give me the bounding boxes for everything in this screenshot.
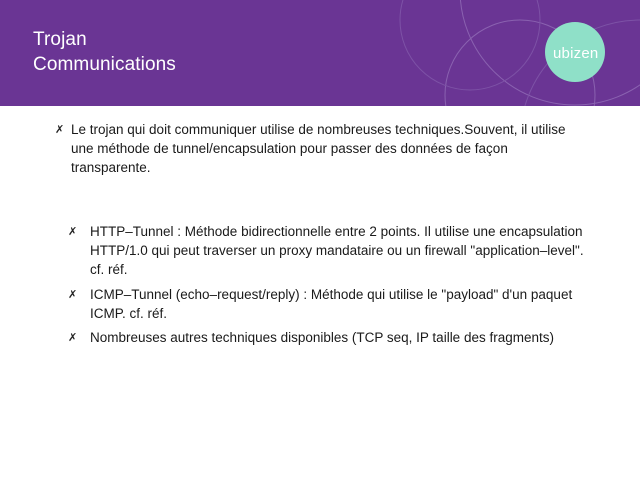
check-mark-icon: ✗	[55, 124, 65, 136]
slide-title	[33, 27, 176, 77]
sub-bullet-item	[68, 328, 588, 347]
ubizen-logo: ubizen	[553, 45, 599, 62]
check-mark-icon: ✗	[68, 289, 78, 301]
bullet-text: Le trojan qui doit communiquer utilise de nombreuses techniques.Souvent, il utilise une méthode de tunnel/encapsulation pour passer des données de façon transparente.	[71, 122, 566, 175]
title-line-2: Communications	[33, 54, 176, 75]
sub-bullet-text: ICMP–Tunnel (echo–request/reply) : Méthode qui utilise le "payload" d'un paquet ICMP. cf. réf.	[90, 287, 573, 321]
check-mark-icon: ✗	[68, 226, 78, 238]
check-mark-icon: ✗	[68, 332, 78, 344]
sub-bullet-text: Nombreuses autres techniques disponibles (TCP seq, IP taille des fragments)	[90, 330, 554, 345]
header-banner	[0, 0, 640, 106]
slide-content	[0, 106, 640, 480]
title-line-1: Trojan	[33, 29, 87, 50]
sub-bullet-item	[68, 222, 588, 279]
sub-bullet-item	[68, 285, 588, 323]
sub-bullet-text: HTTP–Tunnel : Méthode bidirectionnelle entre 2 points. Il utilise une encapsulation HTTP/1.0 qui peut traverser un proxy mandataire ou un firewall "application–level". cf. réf.	[90, 224, 584, 277]
bullet-item	[55, 120, 575, 177]
